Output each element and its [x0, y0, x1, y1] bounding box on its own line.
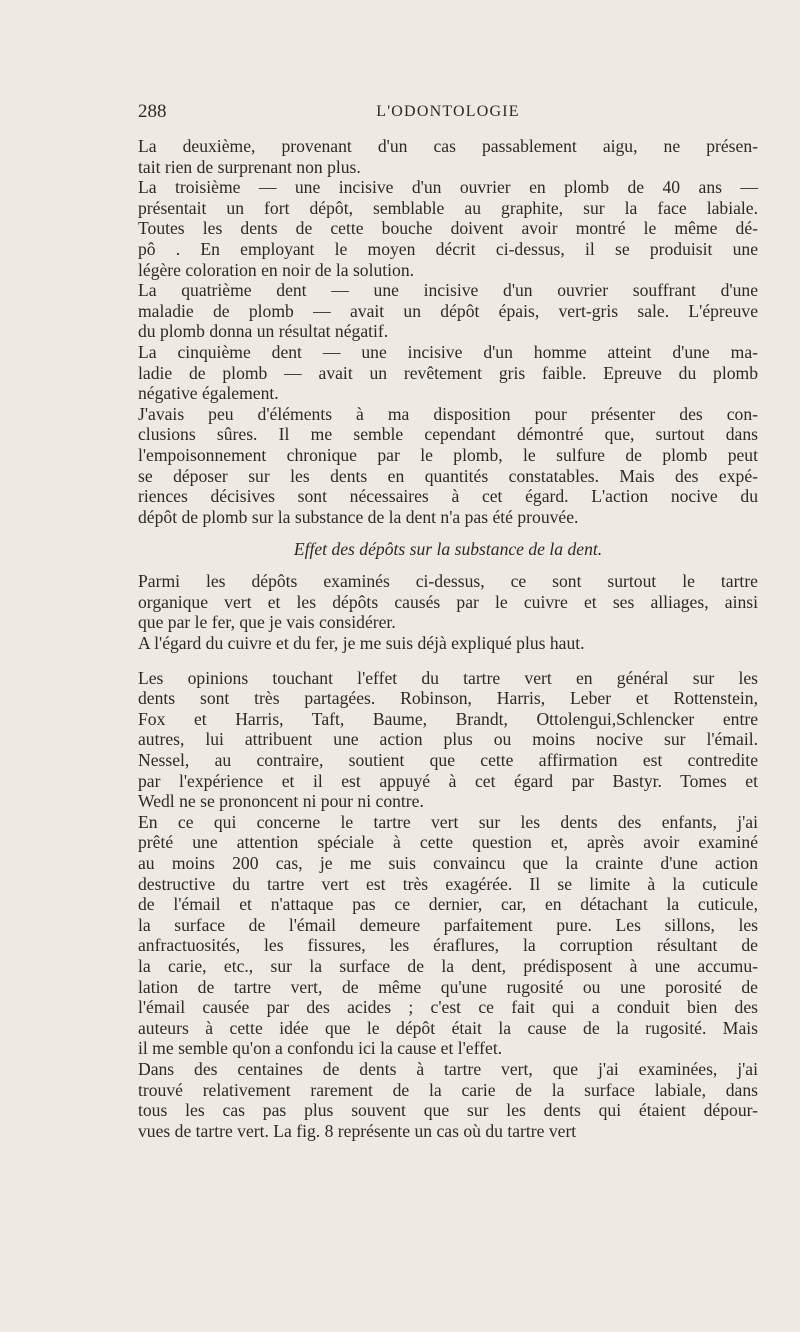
text-line: pô . En employant le moyen décrit ci-dessus, il se produisit une	[138, 238, 758, 259]
closing-paragraphs	[138, 668, 758, 1142]
text-line: que par le fer, que je vais considérer.	[138, 612, 396, 633]
paragraph	[138, 571, 758, 633]
section-heading: Effet des dépôts sur la substance de la dent.	[293, 539, 603, 560]
text-line: se déposer sur les dents en quantités constatables. Mais des expé-	[138, 465, 758, 486]
text-line: riences décisives sont nécessaires à cet égard. L'action nocive du	[138, 486, 758, 507]
text-line: tait rien de surprenant non plus.	[138, 156, 361, 177]
text-line: dépôt de plomb sur la substance de la dent n'a pas été prouvée.	[138, 506, 579, 527]
paragraph-gap	[138, 654, 758, 668]
text-line: l'émail causée par des acides ; c'est ce fait qui a conduit bien des	[138, 997, 758, 1018]
text-line: maladie de plomb — avait un dépôt épais, vert-gris sale. L'épreuve	[138, 300, 758, 321]
text-line: destructive du tartre vert est très exagérée. Il se limite à la cuticule	[138, 873, 758, 894]
text-line: la surface de l'émail demeure parfaitement pure. Les sillons, les	[138, 914, 758, 935]
text-line: au moins 200 cas, je me suis convaincu que la crainte d'une action	[138, 853, 758, 873]
text-line: La quatrième dent — une incisive d'un ouvrier souffrant d'une	[138, 280, 758, 301]
text-line: autres, lui attribuent une action plus ou moins nocive sur l'émail.	[138, 729, 758, 750]
text-line: anfractuosités, les fissures, les éraflures, la corruption résultant de	[138, 935, 758, 956]
text-line: par l'expérience et il est appuyé à cet égard par Bastyr. Tomes et	[138, 770, 758, 791]
text-line: du plomb donna un résultat négatif.	[138, 321, 389, 342]
text-line: Wedl ne se prononcent ni pour ni contre.	[138, 791, 424, 812]
text-line: présentait un fort dépôt, semblable au graphite, sur la face labiale.	[138, 197, 758, 218]
text-line: organique vert et les dépôts causés par le cuivre et ses alliages, ainsi	[138, 591, 758, 612]
text-line: La deuxième, provenant d'un cas passablement aigu, ne présen-	[138, 136, 758, 156]
text-line: la carie, etc., sur la surface de la dent, prédisposent à une accumu-	[138, 955, 758, 976]
text-line: prêté une attention spéciale à cette question et, après avoir examiné	[138, 832, 758, 853]
text-line: vues de tartre vert. La fig. 8 représente un cas où du tartre vert	[138, 1120, 577, 1141]
text-line: En ce qui concerne le tartre vert sur les dents des enfants, j'ai	[138, 811, 758, 832]
text-line: Dans des centaines de dents à tartre vert, que j'ai examinées, j'ai	[138, 1058, 758, 1079]
paragraph	[138, 136, 758, 177]
section-paragraphs	[138, 571, 758, 653]
paragraph	[138, 668, 758, 812]
text-line: auteurs à cette idée que le dépôt était la cause de la rugosité. Mais	[138, 1017, 758, 1038]
running-head: L'ODONTOLOGIE	[376, 103, 520, 120]
paragraph	[138, 404, 758, 528]
text-line: trouvé relativement rarement de la carie de la surface labiale, dans	[138, 1079, 758, 1100]
paragraph	[138, 1059, 758, 1141]
text-line: légère coloration en noir de la solution.	[138, 259, 415, 280]
paragraph	[138, 280, 758, 342]
paragraph	[138, 342, 758, 404]
paragraph	[138, 633, 758, 654]
text-line: il me semble qu'on a confondu ici la cause et l'effet.	[138, 1038, 503, 1059]
text-line: clusions sûres. Il me semble cependant démontré que, surtout dans	[138, 424, 758, 445]
text-line: ladie de plomb — avait un revêtement gris faible. Epreuve du plomb	[138, 362, 758, 383]
paragraph	[138, 812, 758, 1059]
intro-paragraphs	[138, 136, 758, 527]
text-line: J'avais peu d'éléments à ma disposition pour présenter des con-	[138, 403, 758, 424]
text-line: Nessel, au contraire, soutient que cette affirmation est contredite	[138, 750, 758, 771]
page-header	[138, 101, 758, 127]
paragraph	[138, 177, 758, 280]
text-line: négative également.	[138, 383, 279, 404]
text-line: dents sont très partagées. Robinson, Harris, Leber et Rottenstein,	[138, 688, 758, 709]
text-line: tous les cas pas plus souvent que sur les dents qui étaient dépour-	[138, 1100, 758, 1121]
text-line: La troisième — une incisive d'un ouvrier en plomb de 40 ans —	[138, 177, 758, 198]
text-line: Toutes les dents de cette bouche doivent avoir montré le même dé-	[138, 218, 758, 239]
text-line: de l'émail et n'attaque pas ce dernier, car, en détachant la cuticule,	[138, 894, 758, 915]
body-text	[138, 136, 758, 1141]
text-line: A l'égard du cuivre et du fer, je me suis déjà expliqué plus haut.	[138, 633, 585, 654]
text-line: Parmi les dépôts examinés ci-dessus, ce sont surtout le tartre	[138, 571, 758, 592]
text-line: La cinquième dent — une incisive d'un homme atteint d'une ma-	[138, 341, 758, 362]
text-line: lation de tartre vert, de même qu'une rugosité ou une porosité de	[138, 976, 758, 997]
text-line: Fox et Harris, Taft, Baume, Brandt, Ottolengui,Schlencker entre	[138, 708, 758, 729]
text-line: l'empoisonnement chronique par le plomb, le sulfure de plomb peut	[138, 444, 758, 465]
page-number: 288	[138, 101, 167, 122]
text-line: Les opinions touchant l'effet du tartre vert en général sur les	[138, 667, 758, 688]
